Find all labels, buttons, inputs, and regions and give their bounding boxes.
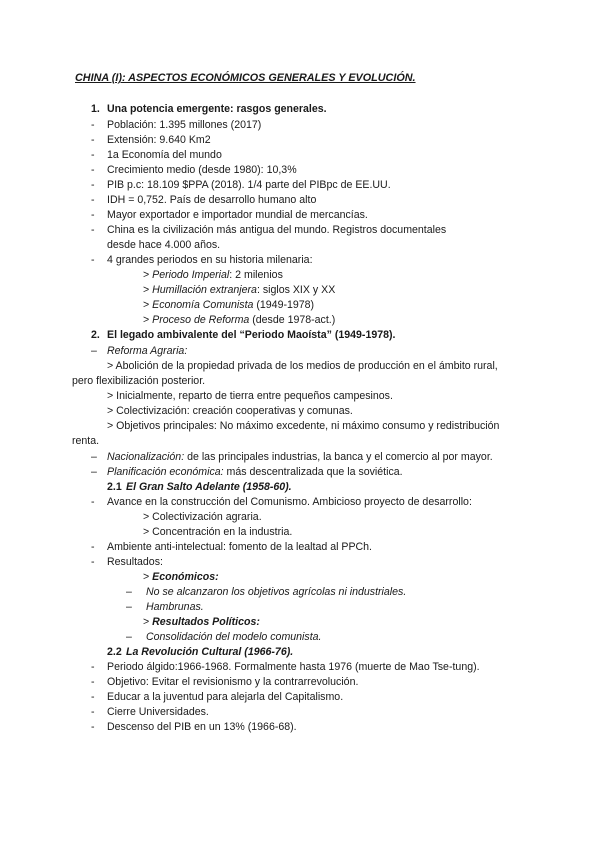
bullet-dash: - — [91, 134, 95, 146]
list-item: Periodo álgido:1966-1968. Formalmente hasta 1976 (muerte de Mao Tse-tung). — [107, 661, 480, 673]
list-item: Extensión: 9.640 Km2 — [107, 134, 211, 146]
bullet-dash: - — [91, 721, 95, 733]
politicos-label: Resultados Políticos: — [152, 616, 260, 628]
list-item: Cierre Universidades. — [107, 706, 209, 718]
bullet-dash: - — [91, 164, 95, 176]
bullet-dash: - — [91, 556, 95, 568]
list-item: 4 grandes periodos en su historia milenaria: — [107, 254, 313, 266]
term-detail: más descentralizada que la soviética. — [223, 466, 403, 478]
term-label: Planificación económica: — [107, 466, 224, 478]
list-item: Objetivo: Evitar el revisionismo y la contrarrevolución. — [107, 676, 359, 688]
list-item: 1a Economía del mundo — [107, 149, 222, 161]
bullet-endash: – — [91, 451, 97, 463]
list-item: Educar a la juventud para alejarla del Capitalismo. — [107, 691, 344, 703]
paragraph-line: > Inicialmente, reparto de tierra entre pequeños campesinos. — [107, 390, 393, 402]
period-detail: (1949-1978) — [253, 299, 315, 311]
period-item — [143, 299, 314, 312]
list-item: Descenso del PIB en un 13% (1966-68). — [107, 721, 297, 733]
economicos-label: Económicos: — [152, 571, 219, 583]
term-detail: de las principales industrias, la banca y el comercio al por mayor. — [184, 451, 493, 463]
bullet-gt: > — [143, 571, 150, 583]
bullet-dash: - — [91, 119, 95, 131]
document-title: CHINA (I): ASPECTOS ECONÓMICOS GENERALES Y EVOLUCIÓN. — [75, 72, 416, 84]
list-item — [107, 466, 403, 479]
period-item — [143, 284, 335, 297]
bullet-dash: - — [91, 706, 95, 718]
period-item — [143, 314, 335, 327]
sub-item: No se alcanzaron los objetivos agrícolas ni industriales. — [146, 586, 407, 598]
bullet-endash: – — [126, 631, 132, 643]
list-item — [107, 451, 493, 464]
section-2-number: 2. — [91, 329, 100, 341]
bullet-dash: - — [91, 661, 95, 673]
bullet-dash: - — [91, 691, 95, 703]
bullet-dash: - — [91, 254, 95, 266]
period-detail: : 2 milenios — [229, 269, 283, 281]
bullet-dash: - — [91, 676, 95, 688]
section-2-heading: El legado ambivalente del “Periodo Maoísta” (1949-1978). — [107, 329, 396, 341]
period-detail: : siglos XIX y XX — [256, 284, 336, 296]
bullet-dash: - — [91, 541, 95, 553]
bullet-dash: - — [91, 194, 95, 206]
list-item: Población: 1.395 millones (2017) — [107, 119, 262, 131]
list-item: PIB p.c: 18.109 $PPA (2018). 1/4 parte del PIBpc de EE.UU. — [107, 179, 391, 191]
bullet-dash: - — [91, 149, 95, 161]
section-2-2-number: 2.2 — [107, 646, 122, 658]
section-2-1-number: 2.1 — [107, 481, 122, 493]
bullet-gt: > — [143, 299, 150, 311]
bullet-endash: – — [126, 586, 132, 598]
bullet-dash: - — [91, 496, 95, 508]
list-item-continuation: desde hace 4.000 años. — [107, 239, 221, 251]
list-item: Resultados: — [107, 556, 163, 568]
list-item: China es la civilización más antigua del mundo. Registros documentales — [107, 224, 447, 236]
bullet-dash: - — [91, 224, 95, 236]
list-item: Avance en la construcción del Comunismo. Ambicioso proyecto de desarrollo: — [107, 496, 472, 508]
paragraph-line: > Objetivos principales: No máximo excedente, ni máximo consumo y redistribución — [107, 420, 500, 432]
sub-item: > Colectivización agraria. — [143, 511, 262, 523]
section-2-1-heading: El Gran Salto Adelante (1958-60). — [126, 481, 292, 493]
bullet-gt: > — [143, 314, 150, 326]
sub-heading — [143, 571, 219, 584]
term-label: Nacionalización: — [107, 451, 185, 463]
bullet-endash: – — [91, 466, 97, 478]
bullet-gt: > — [143, 284, 150, 296]
reforma-agraria-label: Reforma Agraria: — [107, 345, 188, 357]
sub-item: Consolidación del modelo comunista. — [146, 631, 322, 643]
list-item: Mayor exportador e importador mundial de mercancías. — [107, 209, 368, 221]
sub-item: Hambrunas. — [146, 601, 204, 613]
bullet-endash: – — [126, 601, 132, 613]
bullet-dash: - — [91, 209, 95, 221]
sub-heading — [143, 616, 260, 629]
list-item: IDH = 0,752. País de desarrollo humano alto — [107, 194, 317, 206]
section-1-heading: Una potencia emergente: rasgos generales. — [107, 103, 327, 115]
section-2-2-heading: La Revolución Cultural (1966-76). — [126, 646, 294, 658]
paragraph-line: > Abolición de la propiedad privada de los medios de producción en el ámbito rural, — [107, 360, 498, 372]
section-1-number: 1. — [91, 103, 100, 115]
period-name: Economía Comunista — [152, 299, 254, 311]
bullet-gt: > — [143, 616, 150, 628]
period-name: Periodo Imperial — [152, 269, 230, 281]
paragraph-line: > Colectivización: creación cooperativas y comunas. — [107, 405, 353, 417]
period-name: Humillación extranjera — [152, 284, 257, 296]
paragraph-line: renta. — [72, 435, 100, 447]
bullet-dash: - — [91, 179, 95, 191]
paragraph-line: pero flexibilización posterior. — [72, 375, 206, 387]
period-name: Proceso de Reforma — [152, 314, 250, 326]
sub-item: > Concentración en la industria. — [143, 526, 293, 538]
list-item: Ambiente anti-intelectual: fomento de la lealtad al PPCh. — [107, 541, 372, 553]
list-item: Crecimiento medio (desde 1980): 10,3% — [107, 164, 297, 176]
period-item — [143, 269, 283, 282]
period-detail: (desde 1978-act.) — [249, 314, 336, 326]
bullet-endash: – — [91, 345, 97, 357]
bullet-gt: > — [143, 269, 150, 281]
